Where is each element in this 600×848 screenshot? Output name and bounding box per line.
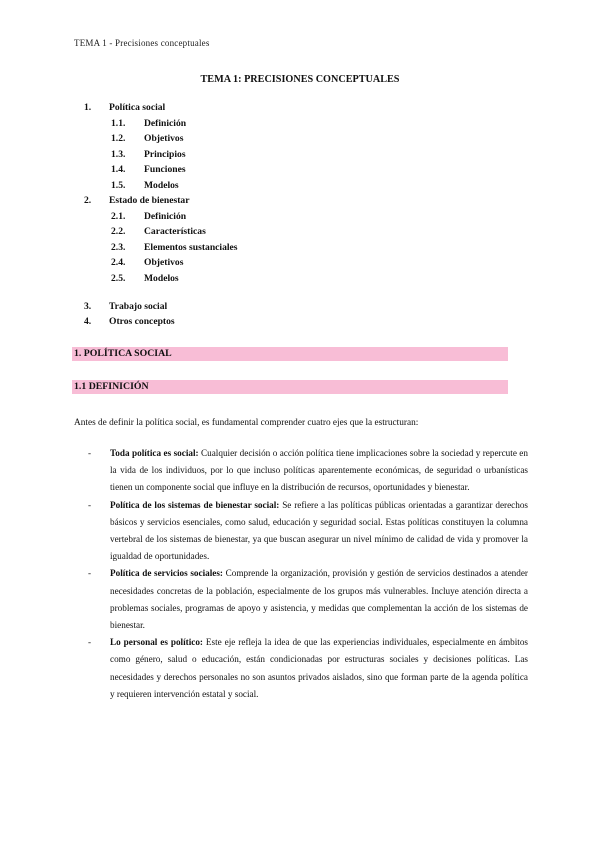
toc-label: Funciones: [144, 164, 186, 175]
bullet-dash: -: [88, 448, 92, 458]
bullet-term: Política de servicios sociales:: [110, 568, 223, 579]
toc-label: Principios: [144, 149, 186, 160]
toc-label: Otros conceptos: [109, 316, 175, 327]
toc-number: 1.1.: [111, 118, 126, 129]
toc-number: 1.5.: [111, 180, 126, 191]
toc-item: [111, 163, 186, 177]
list-item: [88, 445, 528, 497]
toc-number: 2.: [84, 195, 92, 206]
bullet-text: Comprende la organización, provisión y gestión de servicios destinados a atender necesidades concretas de la población, especialmente de los grupos más vulnerables. Incluye atención directa a problemas sociales, programas de apoyo y asistencia, y medidas que complementan la acción de los sistemas de bienestar.: [110, 568, 528, 631]
toc-label: Características: [144, 226, 206, 237]
bullet-dash: -: [88, 568, 92, 579]
toc-item: [111, 132, 183, 146]
toc-item: [111, 210, 186, 224]
toc-label: Política social: [109, 102, 166, 113]
toc-number: 2.2.: [111, 226, 126, 237]
toc-item: [111, 148, 186, 162]
toc-label: Elementos sustanciales: [144, 242, 238, 253]
toc-label: Modelos: [144, 180, 179, 191]
toc-item: [111, 241, 238, 255]
bullet-list: [88, 445, 528, 703]
toc-number: 1.4.: [111, 164, 126, 175]
intro-paragraph: Antes de definir la política social, es fundamental comprender cuatro ejes que la estructuran:: [74, 418, 419, 428]
toc-number: 2.5.: [111, 273, 126, 284]
toc-item: [111, 256, 183, 270]
toc-label: Objetivos: [144, 133, 184, 144]
toc-item: [84, 194, 189, 208]
running-header: TEMA 1 - Precisiones conceptuales: [74, 38, 210, 48]
bullet-text: Se refiere a las políticas públicas orientadas a garantizar derechos básicos y servicios esenciales, como salud, educación y seguridad social. Estas políticas constituyen la columna vertebral de los sistemas de bienestar, ya que buscan asegurar un nivel mínimo de calidad de vida y promover la igualdad de oportunidades.: [110, 499, 528, 562]
toc-label: Estado de bienestar: [109, 195, 190, 206]
list-item: [88, 497, 528, 566]
toc-label: Definición: [144, 211, 187, 222]
list-item: [88, 565, 528, 634]
list-item: [88, 634, 528, 703]
toc-item: [111, 225, 206, 239]
toc-item: [111, 272, 179, 286]
section-heading-definicion: 1.1 DEFINICIÓN: [72, 380, 508, 394]
toc-number: 4.: [84, 316, 92, 327]
toc-label: Objetivos: [144, 257, 184, 268]
bullet-dash: -: [88, 637, 92, 648]
toc-number: 2.3.: [111, 242, 126, 253]
toc-item: [84, 101, 165, 115]
toc-label: Modelos: [144, 273, 179, 284]
bullet-term: Política de los sistemas de bienestar social:: [110, 499, 280, 510]
toc-number: 1.: [84, 102, 92, 113]
document-title: TEMA 1: PRECISIONES CONCEPTUALES: [200, 74, 400, 85]
toc-label: Trabajo social: [109, 301, 168, 312]
toc-item: [111, 179, 179, 193]
toc-label: Definición: [144, 118, 187, 129]
toc-number: 3.: [84, 301, 92, 312]
toc-item: [111, 117, 186, 131]
bullet-term: Toda política es social:: [110, 448, 199, 458]
bullet-term: Lo personal es político:: [110, 637, 203, 648]
section-heading-politica-social: 1. POLÍTICA SOCIAL: [72, 347, 508, 361]
toc-number: 2.4.: [111, 257, 126, 268]
bullet-text: Cualquier decisión o acción política tiene implicaciones sobre la sociedad y repercute en la vida de los individuos, por lo que incluso políticas aparentemente económicas, de seguridad o urbanísticas tienen un componente social que influye en la distribución de recursos, oportunidades y bienestar.: [110, 448, 528, 493]
bullet-dash: -: [88, 499, 92, 510]
toc-number: 2.1.: [111, 211, 126, 222]
toc-number: 1.3.: [111, 149, 126, 160]
toc-number: 1.2.: [111, 133, 126, 144]
bullet-text: Este eje refleja la idea de que las experiencias individuales, especialmente en ámbitos como género, salud o educación, están condicionadas por estructuras sociales y decisiones políticas. Las necesidades y derechos personales no son asuntos privados aislados, sino que forman parte de la agenda política y requieren intervención estatal y social.: [110, 637, 528, 699]
toc-item: [84, 315, 175, 329]
toc-item: [84, 300, 167, 314]
